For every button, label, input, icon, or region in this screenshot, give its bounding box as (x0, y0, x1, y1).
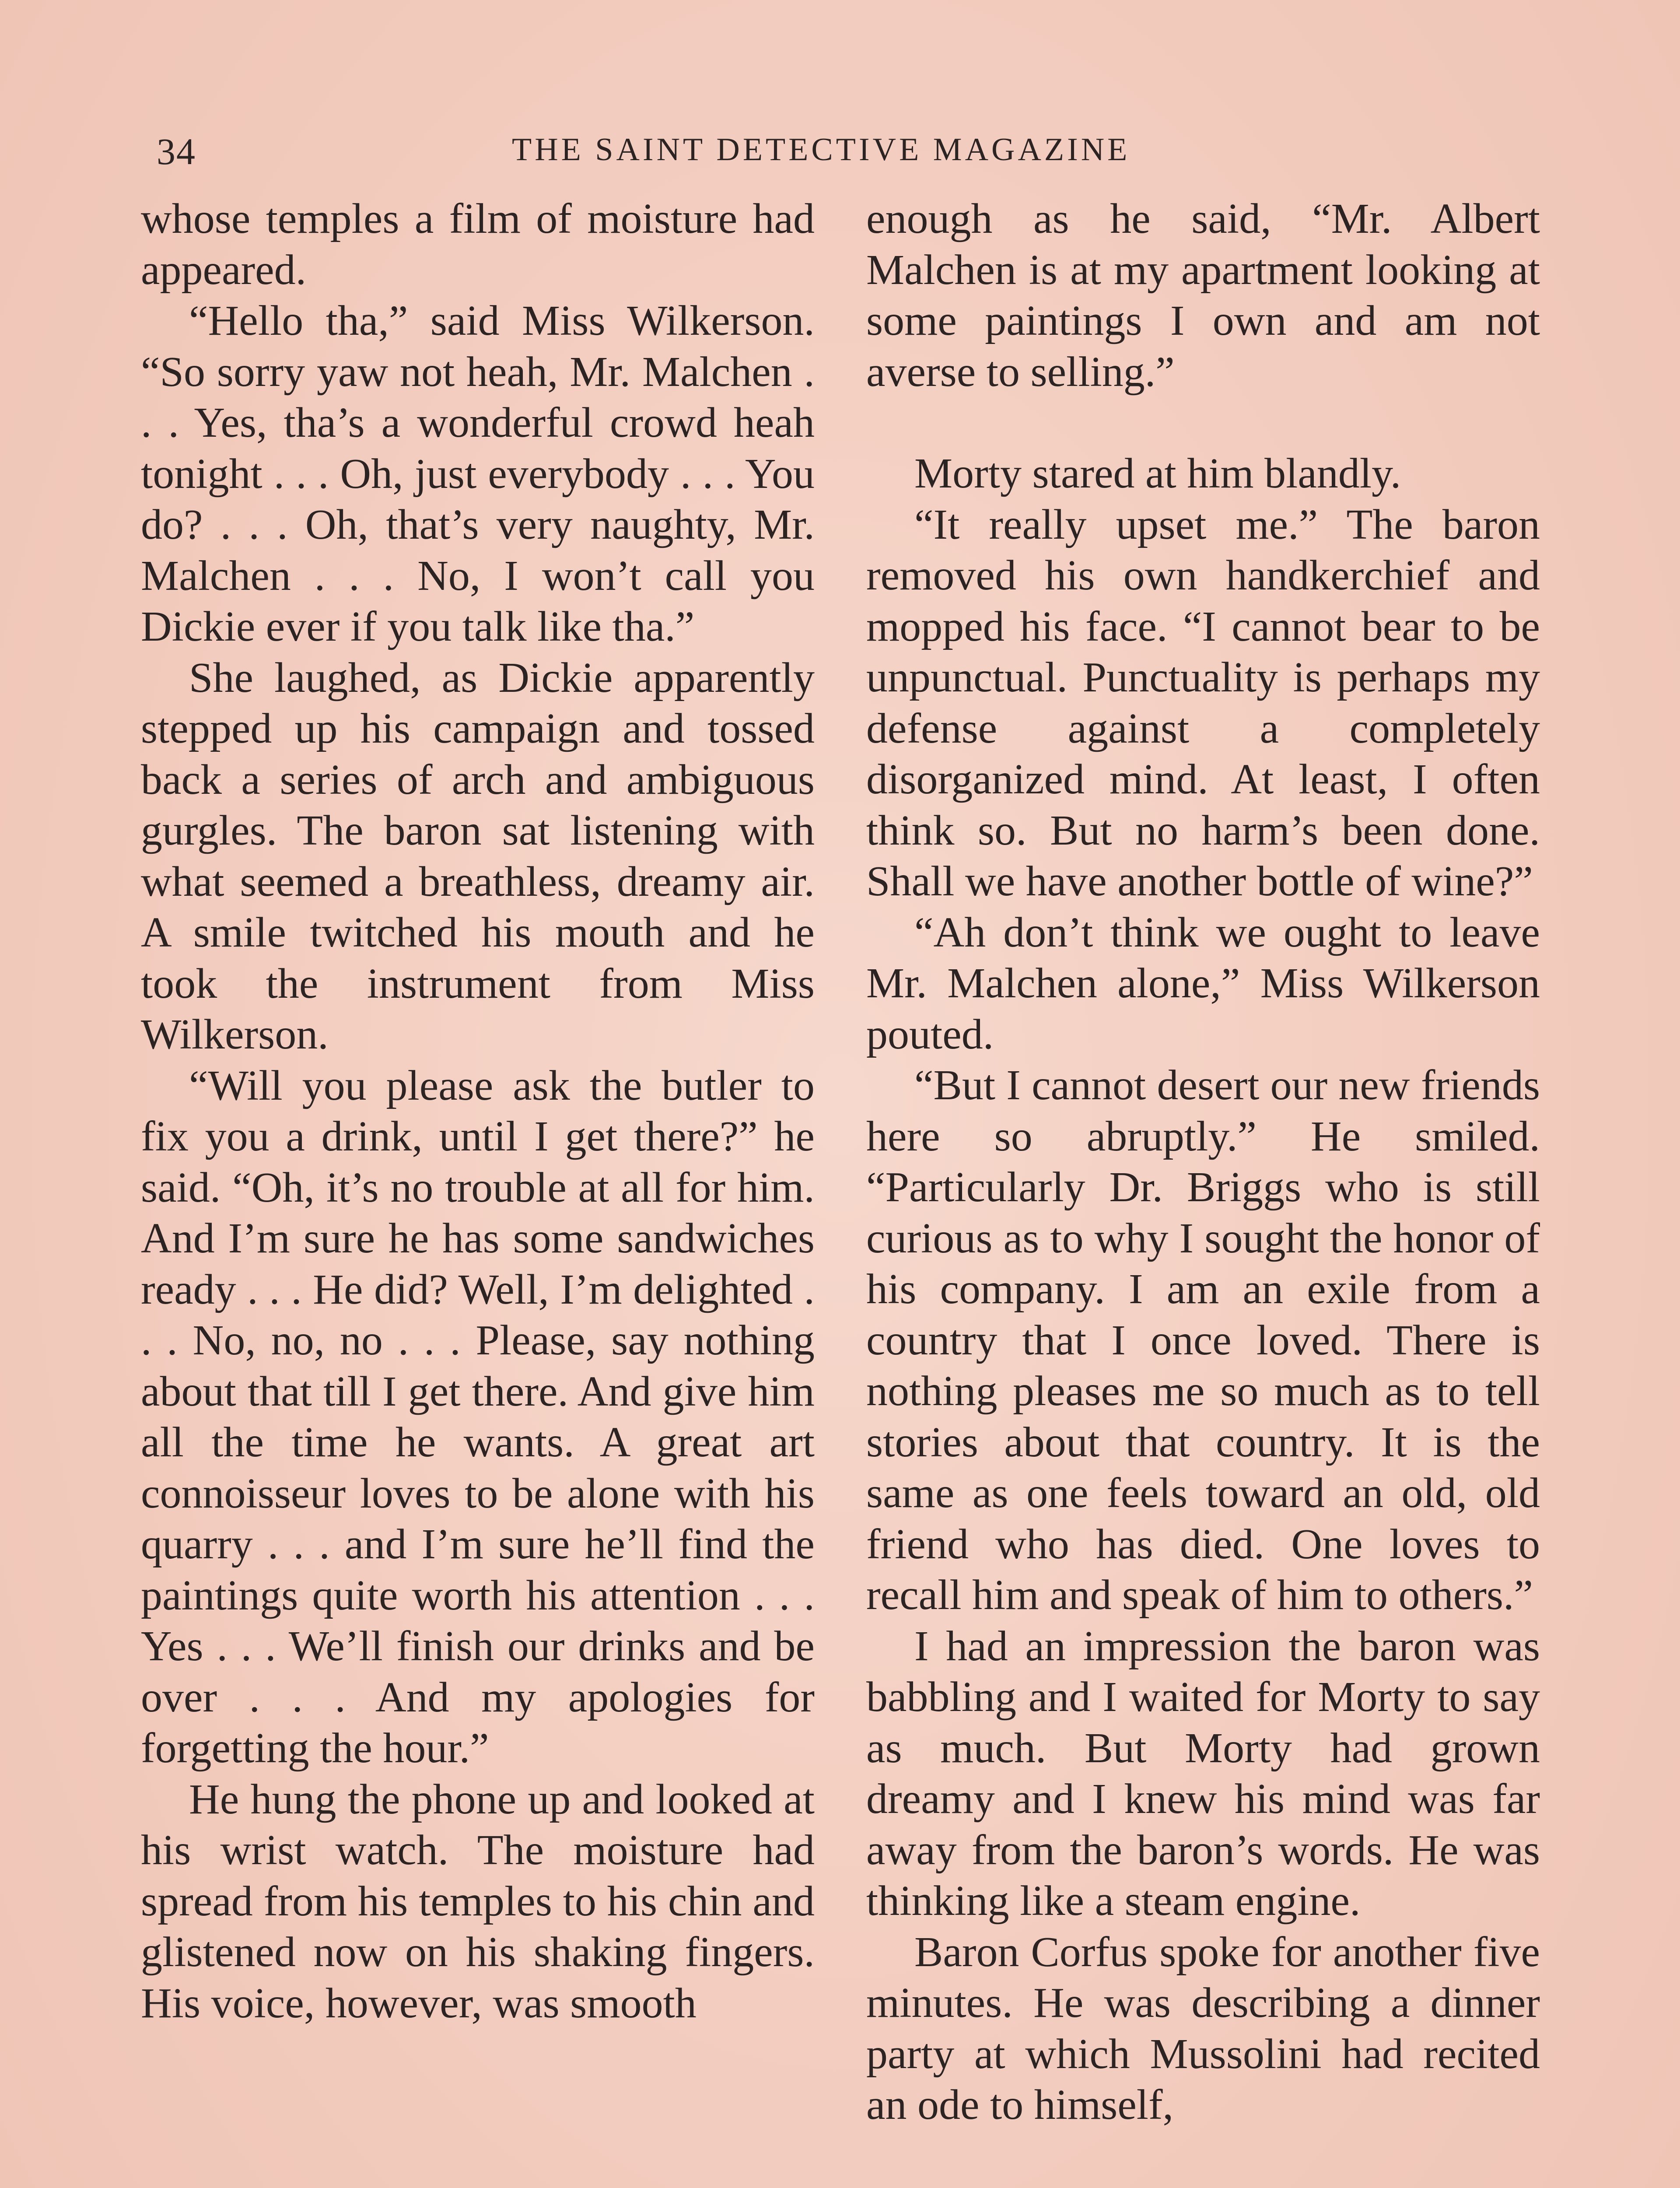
paragraph: enough as he said, “Mr. Albert Malchen is at my apartment looking at some paintings I own and am not averse to selling.” (866, 195, 1540, 396)
paragraph: He hung the phone up and looked at his wrist watch. The moisture had spread from his temples to his chin and glistened now on his shaking fingers. His voice, however, was smooth (141, 1775, 815, 2027)
paragraph: whose temples a film of moisture had appeared. (141, 195, 815, 294)
paragraph: “Ah don’t think we ought to leave Mr. Malchen alone,” Miss Wilkerson pouted. (866, 908, 1540, 1058)
paragraph: Morty stared at him blandly. (914, 450, 1401, 497)
paragraph: She laughed, as Dickie apparently stepped up his campaign and tossed back a series of arch and ambiguous gurgles. The baron sat listening with what seemed a breathless, dreamy air. A smile twitched his mouth and he took the instrument from Miss Wilkerson. (141, 654, 815, 1058)
page-number: 34 (157, 130, 196, 172)
running-head (144, 130, 1194, 178)
paragraph: “It really upset me.” The baron removed his own handkerchief and mopped his face. “I cannot bear to be unpunctual. Punctuality is perhaps my defense against a completely disorganized mind. At least, I often think so. But no harm’s been done. Shall we have another bottle of wine?” (866, 501, 1540, 905)
magazine-title: THE SAINT DETECTIVE MAGAZINE (512, 132, 1130, 168)
left-column (141, 193, 815, 2029)
paragraph: “Hello tha,” said Miss Wilkerson. “So sorry yaw not heah, Mr. Malchen . . . Yes, tha’s a wonderful crowd heah tonight . . . Oh, just everybody . . . You do? . . . Oh, that’s very naughty, Mr. Malchen . . . No, I won’t call you Dickie ever if you talk like tha.” (141, 297, 815, 650)
paragraph: “Will you please ask the butler to fix you a drink, until I get there?” he said. “Oh, it’s no trouble at all for him. And I’m sure he has some sandwiches ready . . . He did? Well, I’m delighted . . . No, no, no . . . Please, say nothing about that till I get there. And give him all the time he wants. A great art connoisseur loves to be alone with his quarry . . . and I’m sure he’ll find the paintings quite worth his attention . . . Yes . . . We’ll finish our drinks and be over . . . And my apologies for forgetting the hour.” (141, 1062, 815, 1772)
paragraph: I had an impression the baron was babbling and I waited for Morty to say as much. But Morty had grown dreamy and I knew his mind was far away from the baron’s words. He was thinking like a steam engine. (866, 1622, 1540, 1925)
paragraph: “But I cannot desert our new friends here so abruptly.” He smiled. “Particularly Dr. Briggs who is still curious as to why I sought the honor of his company. I am an exile from a country that I once loved. There is nothing pleases me so much as to tell stories about that country. It is the same as one feels toward an old, old friend who has died. One loves to recall him and speak of him to others.” (866, 1062, 1540, 1619)
right-column (866, 193, 1540, 2131)
paragraph: Baron Corfus spoke for another five minutes. He was describing a dinner party at which Mussolini had recited an ode to himself, (866, 1928, 1540, 2128)
